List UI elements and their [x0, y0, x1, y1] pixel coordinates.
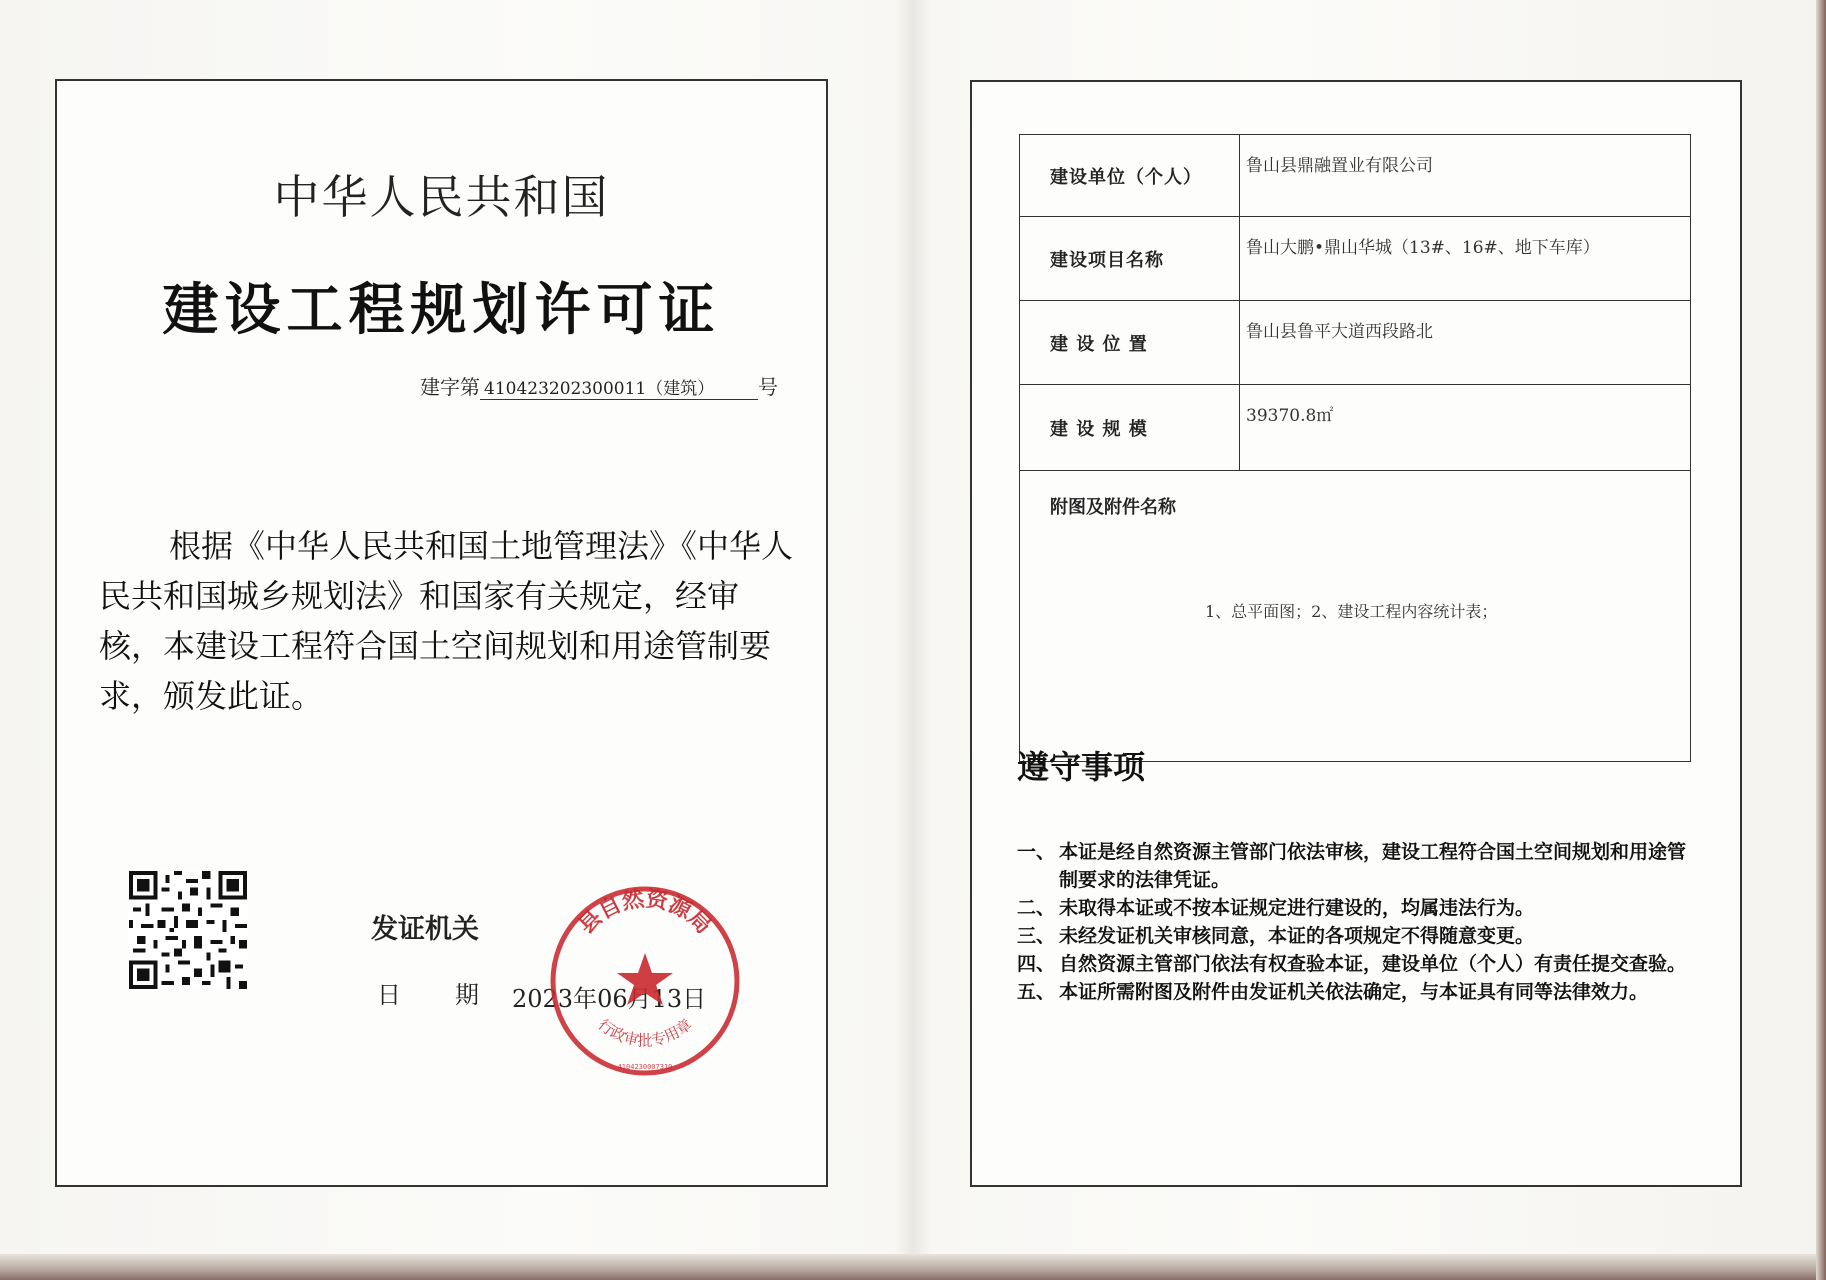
country-name: 中华人民共和国 [273, 170, 610, 224]
svg-text:行政审批专用章 [595, 1015, 696, 1049]
certificate-body [99, 521, 799, 721]
project-info-table [1019, 134, 1691, 762]
attachments-cell [1020, 471, 1691, 762]
row-label: 建设项目名称 [1020, 217, 1240, 301]
number-suffix: 号 [758, 375, 778, 399]
attachments-value: 1、总平面图；2、建设工程内容统计表； [1205, 602, 1498, 621]
list-item [1017, 978, 1697, 1006]
qr-code [129, 871, 247, 989]
list-item-mark: 五、 [1017, 981, 1056, 1003]
right-page [970, 80, 1742, 1187]
number-value: 410423202300011（建筑） [480, 374, 758, 400]
table-row [1020, 385, 1691, 471]
body-paragraph: 根据《中华人民共和国土地管理法》《中华人民共和国城乡规划法》和国家有关规定，经审核，本建设工程符合国土空间规划和用途管制要求，颁发此证。 [99, 527, 794, 715]
list-item [1017, 838, 1697, 894]
list-item [1017, 950, 1697, 978]
official-seal [545, 881, 745, 1081]
seal-top-text: 县自然资源局 [574, 886, 716, 940]
row-label: 建 设 位 置 [1020, 301, 1240, 385]
row-label: 建 设 规 模 [1020, 385, 1240, 471]
svg-text:县自然资源局 [574, 886, 716, 939]
row-value: 39370.8㎡ [1240, 385, 1691, 471]
row-value: 鲁山大鹏•鼎山华城（13#、16#、地下车库） [1240, 217, 1691, 301]
attachments-label: 附图及附件名称 [1050, 497, 1176, 518]
list-item-mark: 一、 [1017, 841, 1056, 863]
list-item-text: 未经发证机关审核同意，本证的各项规定不得随意变更。 [1059, 925, 1535, 947]
issue-date: 2023年06月13日 [512, 985, 707, 1013]
row-label: 建设单位（个人） [1020, 135, 1240, 217]
list-item-mark: 二、 [1017, 897, 1056, 919]
list-item-text: 未取得本证或不按本证规定进行建设的，均属违法行为。 [1059, 897, 1535, 919]
issuer-label: 发证机关 [371, 914, 479, 945]
list-item-text: 本证所需附图及附件由发证机关依法确定，与本证具有同等法律效力。 [1059, 981, 1649, 1003]
list-item-mark: 三、 [1017, 925, 1056, 947]
table-row [1020, 217, 1691, 301]
list-item-mark: 四、 [1017, 953, 1056, 975]
date-label: 日期 [377, 981, 533, 1009]
table-row [1020, 301, 1691, 385]
notice-title: 遵守事项 [1017, 748, 1146, 786]
list-item [1017, 894, 1697, 922]
seal-serial: 4104230007310 [617, 1063, 673, 1071]
book-bottom-edge [0, 1254, 1826, 1280]
notice-list [1017, 838, 1697, 1006]
attachments-row [1020, 471, 1691, 762]
table-row [1020, 135, 1691, 217]
left-page [55, 79, 828, 1187]
book-right-edge [1816, 0, 1826, 1280]
list-item-text: 自然资源主管部门依法有权查验本证，建设单位（个人）有责任提交查验。 [1059, 953, 1687, 975]
number-prefix: 建字第 [420, 375, 480, 399]
row-value: 鲁山县鲁平大道西段路北 [1240, 301, 1691, 385]
certificate-title: 建设工程规划许可证 [162, 278, 721, 343]
list-item-text: 本证是经自然资源主管部门依法审核，建设工程符合国土空间规划和用途管制要求的法律凭证。 [1059, 841, 1687, 891]
row-value: 鲁山县鼎融置业有限公司 [1240, 135, 1691, 217]
certificate-number [420, 371, 778, 400]
list-item [1017, 922, 1697, 950]
seal-bottom-text: 行政审批专用章 [594, 1015, 696, 1050]
